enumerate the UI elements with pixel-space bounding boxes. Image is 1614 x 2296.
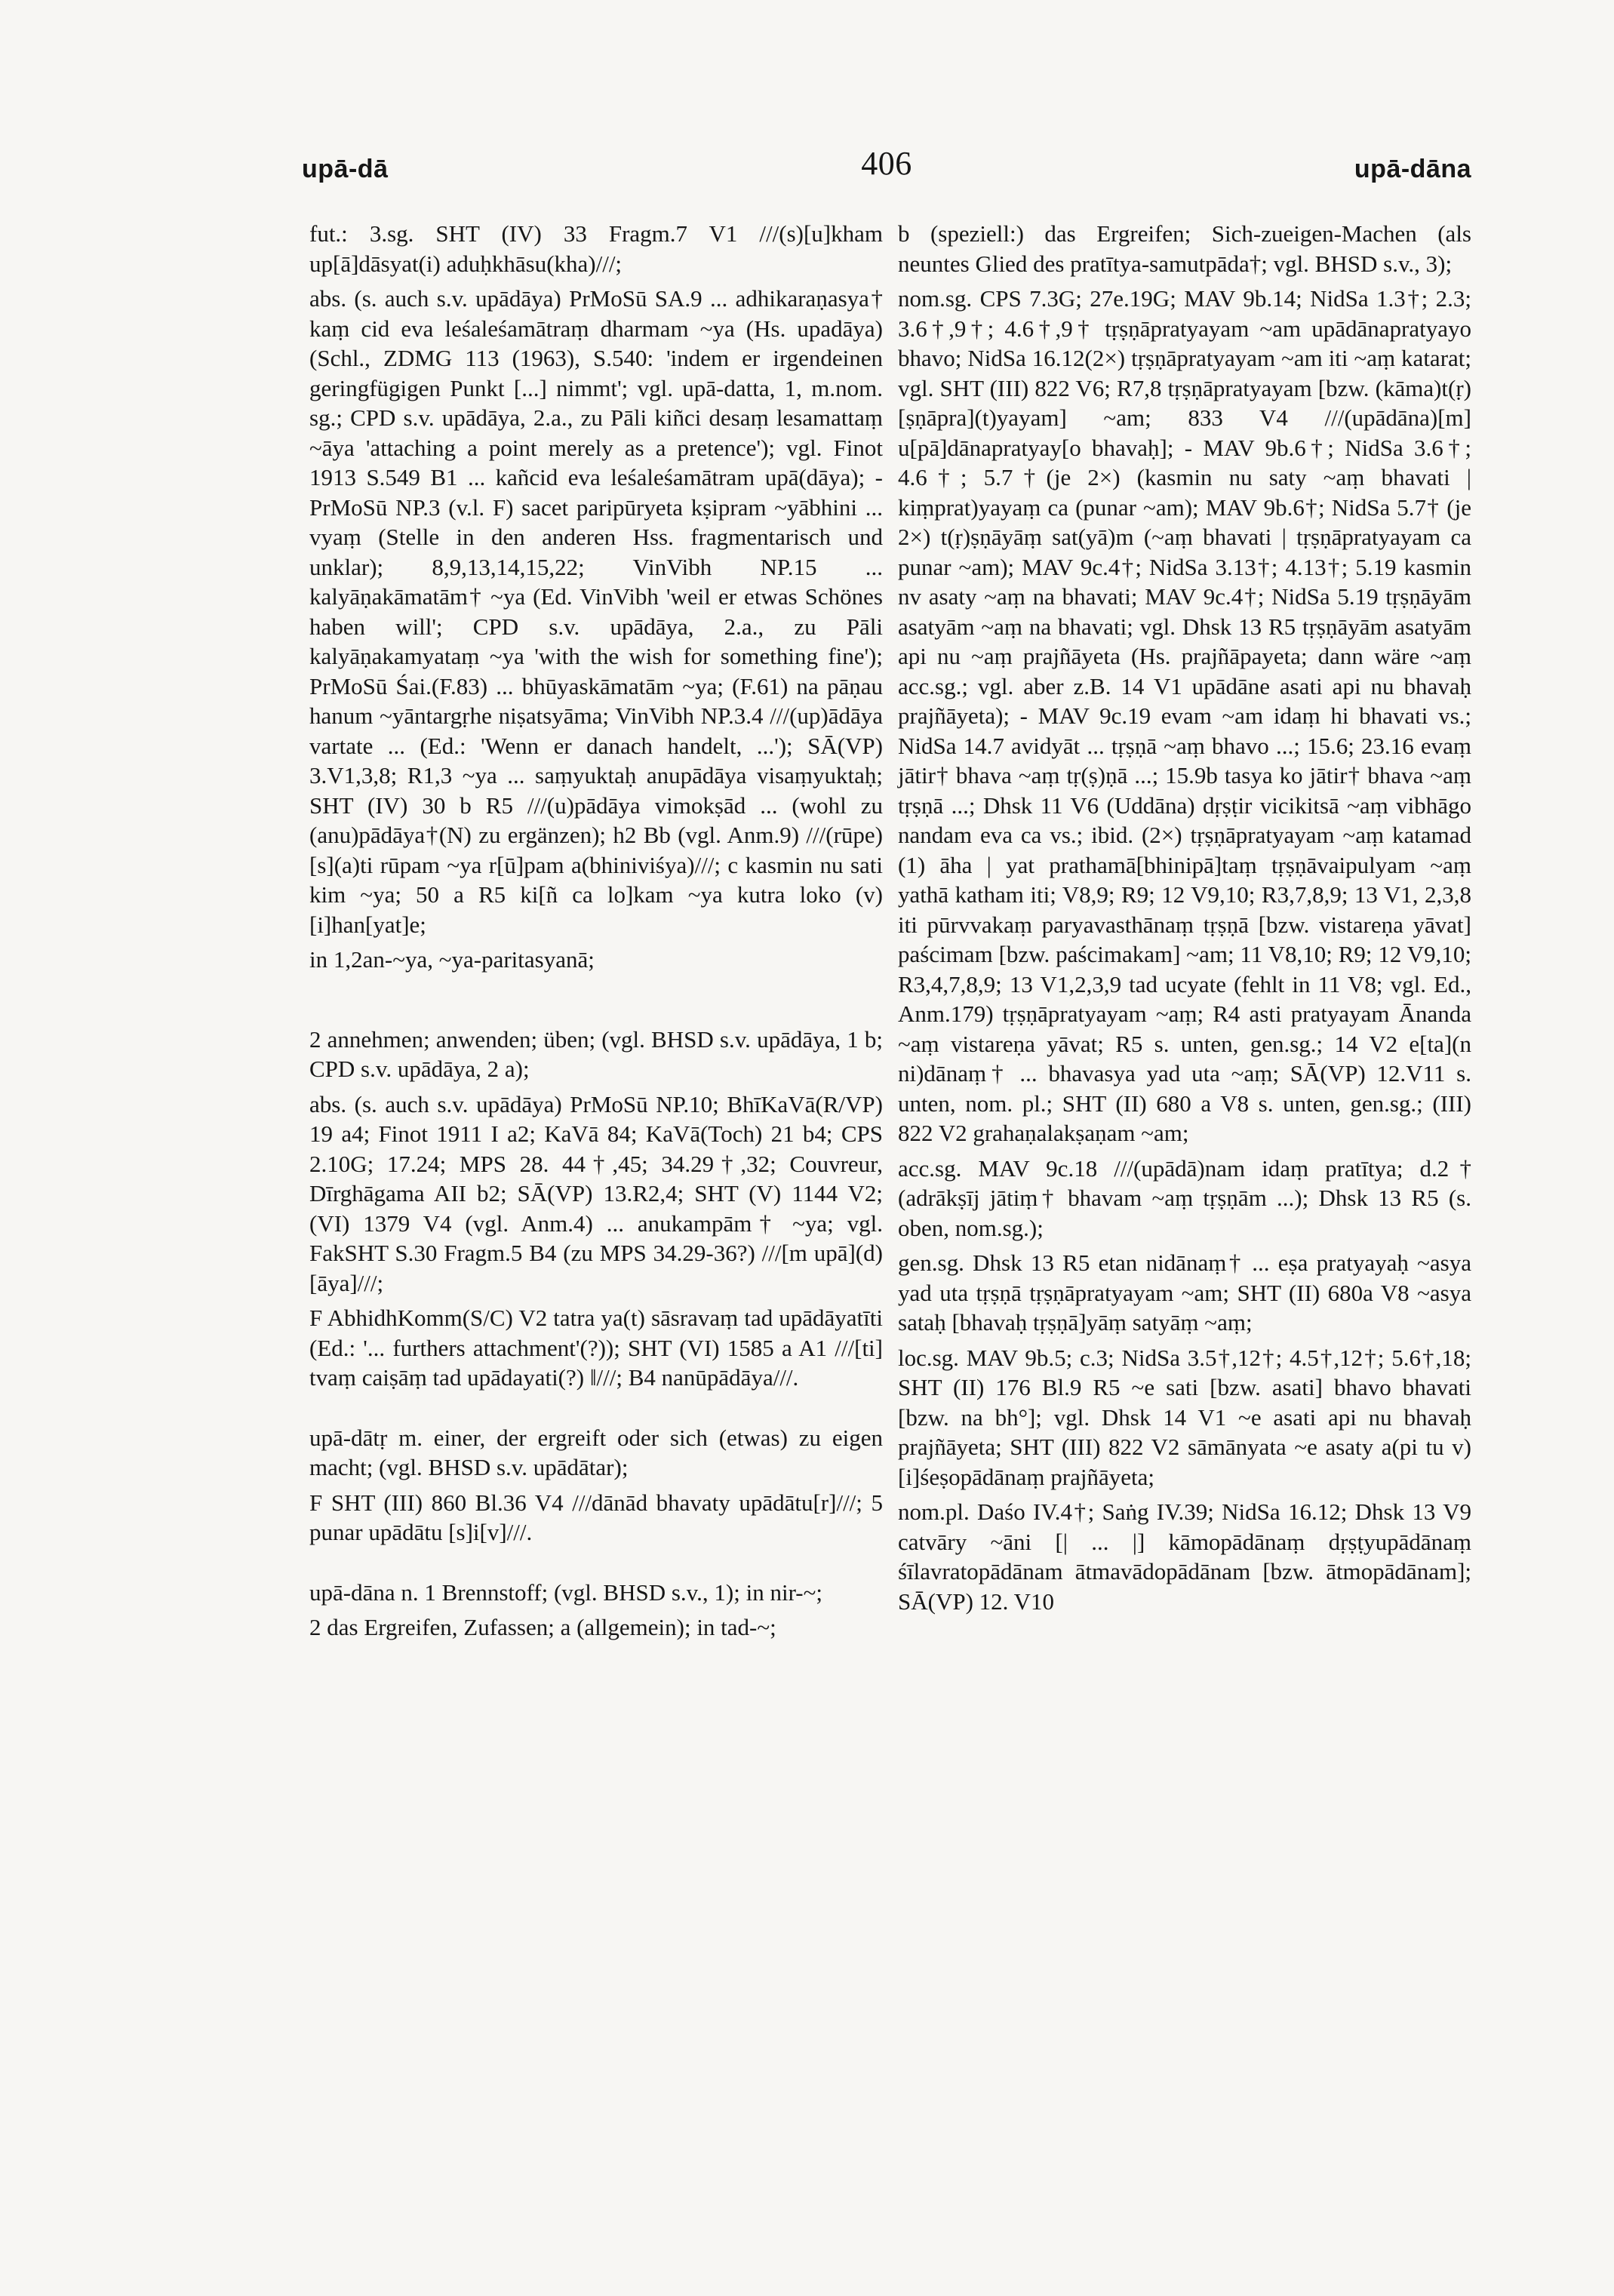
entry-paragraph: b (speziell:) das Ergreifen; Sich-zueigen-Machen (als neuntes Glied des pratītya-samutpāda†; vgl. BHSD s.v., 3); [898,220,1471,277]
entry-paragraph: acc.sg. MAV 9c.18 ///(upādā)nam idaṃ pratītya; d.2† (adrākṣīj jātiṃ† bhavam ~aṃ tṛṣṇām ...); Dhsk 13 R5 (s. oben, nom.sg.); [898,1154,1471,1241]
left-column [309,219,883,1643]
entry-paragraph: gen.sg. Dhsk 13 R5 etan nidānaṃ† ... eṣa pratyayaḥ ~asya yad uta tṛṣṇā tṛṣṇāpratyayam ~am; SHT (II) 680a V8 ~asya sataḥ [bhavaḥ tṛṣṇā]yāṃ satyāṃ ~aṃ; [898,1249,1471,1335]
right-column [898,219,1471,1616]
headword-entry-upa-datr: upā-dātṛ m. einer, der ergreift oder sich (etwas) zu eigen macht; (vgl. BHSD s.v. upādātar); [309,1424,883,1480]
header-left-guideword: upā-dā [302,155,389,183]
entry-paragraph: abs. (s. auch s.v. upādāya) PrMoSū NP.10; BhīKaVā(R/VP) 19 a4; Finot 1911 I a2; KaVā 84; KaVā(Toch) 21 b4; CPS 2.10G; 17.24; MPS 28. 44†,45; 34.29†,32; Couvreur, Dīrghāgama AII b2; SĀ(VP) 13.R2,4; SHT (V) 1144 V2; (VI) 1379 V4 (vgl. Anm.4) ... anukampām† ~ya; vgl. FakSHT S.30 Fragm.5 B4 (zu MPS 34.29-36?) ///[m upā](d)[āya]///; [309,1090,883,1296]
entry-paragraph: fut.: 3.sg. SHT (IV) 33 Fragm.7 V1 ///(s)[u]kham up[ā]dāsyat(i) aduḥkhāsu(kha)///; [309,220,883,277]
entry-paragraph: nom.sg. CPS 7.3G; 27e.19G; MAV 9b.14; NidSa 1.3†; 2.3; 3.6†,9†; 4.6†,9† tṛṣṇāpratyayam ~am upādānapratyayo bhavo; NidSa 16.12(2×) tṛṣṇāpratyayam ~am iti ~aṃ katarat; vgl. SHT (III) 822 V6; R7,8 tṛṣṇāpratyayam [bzw. (kāma)t(ṛ)[ṣṇāpra](t)yayam] ~am; 833 V4 ///(upādāna)[m] u[pā]dānapratyay[o bhavaḥ]; - MAV 9b.6†; NidSa 3.6†; 4.6†; 5.7†(je 2×) (kasmin nu saty ~aṃ bhavati | kiṃprat)yayaṃ ca (punar ~am); MAV 9b.6†; NidSa 5.7† (je 2×) t(ṛ)ṣṇāyāṃ sat(yā)m (~aṃ bhavati | tṛṣṇāpratyayam ca punar ~am); MAV 9c.4†; NidSa 3.13†; 4.13†; 5.19 kasmin nv asaty ~aṃ na bhavati; MAV 9c.4†; NidSa 5.19 tṛṣṇāyām asatyām ~aṃ na bhavati; vgl. Dhsk 13 R5 tṛṣṇāyām asatyām api nu ~aṃ prajñāyeta (Hs. prajñāpayeta; dann wäre ~aṃ acc.sg.; vgl. aber z.B. 14 V1 upādāne asati api nu bhavaḥ prajñāyeta); - MAV 9c.19 evam ~am idaṃ hi bhavati vs.; NidSa 14.7 avidyāt ... tṛṣṇā ~aṃ bhavo ...; 15.6; 23.16 evaṃ jātir† bhava ~aṃ tṛ(ṣ)ṇā ...; 15.9b tasya ko jātir† bhava ~aṃ tṛṣṇā ...; Dhsk 11 V6 (Uddāna) dṛṣṭir vicikitsā ~aṃ vibhāgo nandam eva ca vs.; ibid. (2×) tṛṣṇāpratyayam ~aṃ katamad (1) āha | yat prathamā[bhinipā]taṃ tṛṣṇāvaipulyam ~aṃ yathā katham iti; V8,9; R9; 12 V9,10; R3,7,8,9; 13 V1, 2,3,8 iti pūrvvakaṃ paryavasthānaṃ tṛṣṇā [bzw. vistareṇa yāvat] paścimam [bzw. paścimakam] ~am; 11 V8,10; R9; 12 V9,10; R3,4,7,8,9; 13 V1,2,3,9 tad ucyate (fehlt in 11 V8; vgl. Ed., Anm.179) tṛṣṇāpratyayam ~aṃ; R4 asti pratyayam Ānanda ~aṃ vistareṇa yāvat; R5 s. unten, gen.sg.; 14 V2 e[ta](n ni)dānaṃ† ... bhavasya yad uta ~aṃ; SĀ(VP) 12.V11 s. unten, nom. pl.; SHT (II) 680 a V8 s. unten, gen.sg.; (III) 822 V2 grahaṇalakṣaṇam ~am; [898,285,1471,1146]
spacer [309,1393,883,1423]
entry-paragraph: loc.sg. MAV 9b.5; c.3; NidSa 3.5†,12†; 4.5†,12†; 5.6†,18; SHT (II) 176 Bl.9 R5 ~e sati [bzw. asati] bhavo bhavati [bzw. na bh°]; vgl. Dhsk 14 V1 ~e asati api nu bhavaḥ prajñāyeta; SHT (III) 822 V2 sāmānyata ~e asaty a(pi tu v)[i]śeṣopādānaṃ prajñāyeta; [898,1344,1471,1490]
entry-paragraph: nom.pl. Daśo IV.4†; Saṅg IV.39; NidSa 16.12; Dhsk 13 V9 catvāry ~āni [| ... |] kāmopādānaṃ dṛṣṭyupādānaṃ śīlavratopādānam ātmavādopādānam [bzw. ātmopādānam]; SĀ(VP) 12. V10 [898,1498,1471,1615]
entry-paragraph: F SHT (III) 860 Bl.36 V4 ///dānād bhavaty upādātu[r]///; 5 punar upādātu [s]i[v]///. [309,1489,883,1545]
entry-paragraph: 2 das Ergreifen, Zufassen; a (allgemein); in tad-~; [309,1614,776,1640]
entry-paragraph: 2 annehmen; anwenden; üben; (vgl. BHSD s.v. upādāya, 1 b; CPD s.v. upādāya, 2 a); [309,1025,883,1082]
entry-paragraph: F AbhidhKomm(S/C) V2 tatra ya(t) sāsravaṃ tad upādāyatīti (Ed.: '... furthers attachment'(?)); SHT (VI) 1585 a A1 ///[ti] tvaṃ caiṣāṃ tad upādayati(?) ‖///; B4 nanūpādāya///. [309,1305,883,1391]
header-right-guideword: upā-dāna [1354,155,1471,183]
entry-paragraph: in 1,2an-~ya, ~ya-paritasyanā; [309,946,595,973]
spacer [309,1548,883,1578]
spacer [309,975,883,1025]
entry-paragraph: abs. (s. auch s.v. upādāya) PrMoSū SA.9 ... adhikaraṇasya† kaṃ cid eva leśaleśamātraṃ dharmam ~ya (Hs. upadāya) (Schl., ZDMG 113 (1963), S.540: 'indem er irgendeinen geringfügigen Punkt [...] nimmt'; vgl. upā-datta, 1, m.nom. sg.; CPD s.v. upādāya, 2.a., zu Pāli kiñci desaṃ lesamattaṃ ~āya 'attaching a point merely as a pretence'); vgl. Finot 1913 S.549 B1 ... kañcid eva leśaleśamātram upā(dāya); - PrMoSū NP.3 (v.l. F) sacet paripūryeta kṣipram ~yābhini ... vyaṃ (Stelle in den anderen Hss. fragmentarisch und unklar); 8,9,13,14,15,22; VinVibh NP.15 ... kalyāṇakāmatām† ~ya (Ed. VinVibh 'weil er etwas Schönes haben will'; CPD s.v. upādāya, 2.a., zu Pāli kalyāṇakamyataṃ ~ya 'with the wish for something fine'); PrMoSū Śai.(F.83) ... bhūyaskāmatām ~ya; (F.61) na pāṇau hanum ~yāntargṛhe niṣatsyāma; VinVibh NP.3.4 ///(up)ādāya vartate ... (Ed.: 'Wenn er danach handelt, ...'); SĀ(VP) 3.V1,3,8; R1,3 ~ya ... saṃyuktaḥ anupādāya visaṃyuktaḥ; SHT (IV) 30 b R5 ///(u)pādāya vimokṣād ... (wohl zu (anu)pādāya†(N) zu ergänzen); h2 Bb (vgl. Anm.9) ///(rūpe) [s](a)ti rūpam ~ya r[ū]pam a(bhiniviśya)///; c kasmin nu sati kim ~ya; 50 a R5 ki[ñ ca lo]kam ~ya kutra loko (v)[i]han[yat]e; [309,285,883,938]
headword-entry-upa-dana: upā-dāna n. 1 Brennstoff; (vgl. BHSD s.v., 1); in nir-~; [309,1578,822,1606]
page-number: 406 [861,145,912,182]
page-header [302,145,1471,200]
